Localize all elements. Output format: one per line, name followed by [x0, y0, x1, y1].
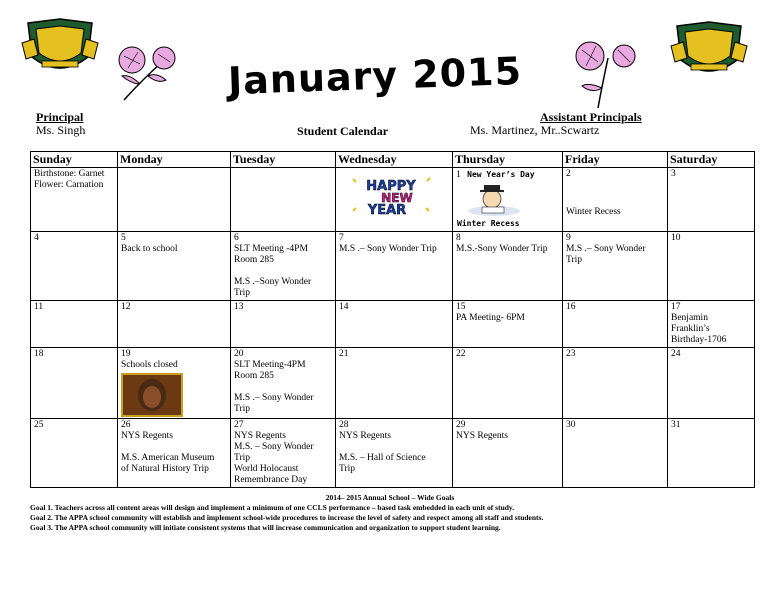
event-text: Trip: [339, 464, 356, 474]
event-text: NYS Regents: [234, 431, 286, 441]
event-text: Schools closed: [121, 360, 178, 370]
event-text: Trip: [234, 453, 251, 463]
day-cell: [31, 348, 118, 419]
carnation-icon-right: [568, 38, 640, 110]
event-text: M.S. American Museum: [121, 453, 215, 463]
event-text: Trip: [566, 255, 583, 265]
event-text: NYS Regents: [339, 431, 391, 441]
day-number: 11: [34, 302, 44, 312]
school-logo-right: [668, 20, 750, 82]
week-row: [31, 301, 755, 348]
day-number: 31: [671, 420, 681, 430]
birthstone-note: Birthstone: Garnet: [34, 169, 105, 179]
day-cell: [563, 348, 668, 419]
weekday-header: Thursday: [453, 152, 563, 168]
banner-new: NEW: [381, 191, 413, 205]
day-number: 22: [456, 349, 466, 359]
day-cell: [231, 419, 336, 488]
day-cell: [453, 232, 563, 301]
day-number: 19: [121, 349, 131, 359]
week-row: [31, 232, 755, 301]
day-cell: [31, 301, 118, 348]
school-logo-left: [20, 17, 100, 79]
event-text: Winter Recess: [566, 207, 621, 217]
event-text: Benjamin: [671, 313, 708, 323]
goal-1: Goal 1. Teachers across all content areas will design and implement a minimum of one CCLS performance – based task embedded in each unit of study.: [30, 503, 515, 512]
day-cell: [453, 168, 563, 232]
day-cell: [453, 301, 563, 348]
day-cell: [118, 301, 231, 348]
weekday-header-row: [31, 152, 755, 168]
calendar-grid: [30, 151, 755, 488]
school-goals: [30, 493, 750, 533]
day-cell: [668, 301, 755, 348]
event-text: M.S .– Sony Wonder: [234, 393, 314, 403]
flower-note: Flower: Carnation: [34, 180, 104, 190]
day-number: 1: [456, 170, 461, 180]
day-cell: [668, 168, 755, 232]
day-cell: [336, 168, 453, 232]
day-number: 23: [566, 349, 576, 359]
day-cell: [118, 348, 231, 419]
event-text: Trip: [234, 288, 251, 298]
event-text: Remembrance Day: [234, 475, 308, 485]
day-number: 6: [234, 233, 239, 243]
day-number: 7: [339, 233, 344, 243]
event-text: World Holocaust: [234, 464, 299, 474]
day-cell: [453, 419, 563, 488]
day-number: 3: [671, 169, 676, 179]
winter-recess-label: Winter Recess: [457, 219, 520, 228]
day-number: 9: [566, 233, 571, 243]
goal-2: Goal 2. The APPA school community will establish and implement school-wide procedures to increase the level of safety and respect among all staff and students.: [30, 513, 544, 522]
event-text: Back to school: [121, 244, 178, 254]
day-number: 25: [34, 420, 44, 430]
day-number: 5: [121, 233, 126, 243]
day-cell: [231, 348, 336, 419]
day-cell: [231, 301, 336, 348]
happy-new-year-banner: [347, 173, 435, 217]
day-cell: [336, 301, 453, 348]
day-cell: [668, 232, 755, 301]
event-text: Trip: [234, 404, 251, 414]
day-number: 15: [456, 302, 466, 312]
day-cell: [118, 232, 231, 301]
principal-label: Principal: [36, 110, 84, 124]
day-number: 18: [34, 349, 44, 359]
day-cell: [31, 232, 118, 301]
goals-title: 2014– 2015 Annual School – Wide Goals: [325, 493, 455, 502]
week-row: [31, 419, 755, 488]
day-number: 10: [671, 233, 681, 243]
baby-new-year-icon: [466, 183, 522, 217]
event-text: Room 285: [234, 371, 274, 381]
day-cell: [668, 348, 755, 419]
banner-happy: HAPPY: [366, 179, 416, 194]
day-number: 8: [456, 233, 461, 243]
day-cell: [336, 419, 453, 488]
weekday-header: Friday: [563, 152, 668, 168]
mlk-portrait-icon: [121, 373, 183, 417]
day-number: 4: [34, 233, 39, 243]
assistant-principals-label: Assistant Principals: [540, 110, 642, 124]
day-cell: [336, 232, 453, 301]
event-text: M.S.-Sony Wonder Trip: [456, 244, 548, 254]
day-number: 17: [671, 302, 681, 312]
calendar-subtitle: Student Calendar: [297, 124, 389, 138]
day-number: 26: [121, 420, 131, 430]
day-number: 29: [456, 420, 466, 430]
week-row: [31, 348, 755, 419]
day-cell: [668, 419, 755, 488]
day-cell: [231, 168, 336, 232]
event-text: SLT Meeting-4PM: [234, 360, 306, 370]
day-number: 14: [339, 302, 349, 312]
event-text: M.S. – Sony Wonder: [234, 442, 314, 452]
day-cell: [336, 348, 453, 419]
event-text: of Natural History Trip: [121, 464, 209, 474]
weekday-header: Wednesday: [336, 152, 453, 168]
event-text: PA Meeting- 6PM: [456, 313, 525, 323]
event-text: M.S. – Hall of Science: [339, 453, 426, 463]
carnation-icon-left: [112, 40, 187, 110]
day-number: 13: [234, 302, 244, 312]
weekday-header: Sunday: [31, 152, 118, 168]
day-cell: [31, 168, 118, 232]
event-text: M.S .–Sony Wonder: [234, 277, 312, 287]
calendar-title: January 2015: [227, 48, 523, 104]
event-text: NYS Regents: [456, 431, 508, 441]
day-cell: [231, 232, 336, 301]
day-number: 24: [671, 349, 681, 359]
event-text: Birthday-1706: [671, 335, 727, 345]
assistant-principals-names: Ms. Martinez, Mr..Scwartz: [470, 123, 600, 137]
event-text: Franklin’s: [671, 324, 710, 334]
day-number: 16: [566, 302, 576, 312]
event-text: Room 285: [234, 255, 274, 265]
day-cell: [563, 232, 668, 301]
event-text: SLT Meeting -4PM: [234, 244, 308, 254]
goal-3: Goal 3. The APPA school community will initiate consistent systems that will increase communication and organization to support student learning.: [30, 523, 501, 532]
day-number: 28: [339, 420, 349, 430]
event-text: M.S .– Sony Wonder Trip: [339, 244, 437, 254]
day-cell: [31, 419, 118, 488]
weekday-header: Monday: [118, 152, 231, 168]
banner-year: YEAR: [367, 203, 407, 217]
event-text: M.S .– Sony Wonder: [566, 244, 646, 254]
weekday-header: Saturday: [668, 152, 755, 168]
day-cell: [563, 168, 668, 232]
event-text: NYS Regents: [121, 431, 173, 441]
holiday-label: New Year’s Day: [467, 170, 535, 179]
day-number: 21: [339, 349, 349, 359]
day-cell: [118, 419, 231, 488]
week-row: [31, 168, 755, 232]
day-cell: [453, 348, 563, 419]
day-number: 2: [566, 169, 571, 179]
day-cell: [118, 168, 231, 232]
principal-name: Ms. Singh: [36, 123, 86, 137]
weekday-header: Tuesday: [231, 152, 336, 168]
day-number: 20: [234, 349, 244, 359]
day-cell: [563, 301, 668, 348]
day-cell: [563, 419, 668, 488]
day-number: 30: [566, 420, 576, 430]
day-number: 12: [121, 302, 131, 312]
day-number: 27: [234, 420, 244, 430]
